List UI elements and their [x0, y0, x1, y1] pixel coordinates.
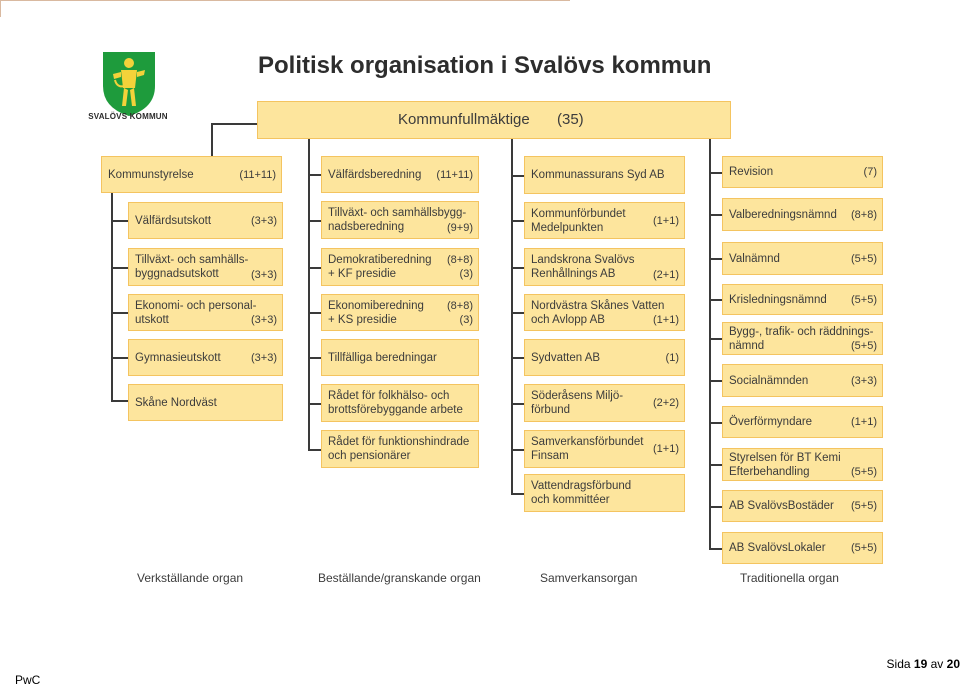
col2-item [321, 430, 479, 468]
connector [709, 464, 722, 466]
col2-item [321, 201, 479, 239]
connector [308, 312, 321, 314]
col2-item-label: Rådet för folkhälso- och brottsförebyggande arbete [328, 390, 463, 416]
coat-of-arms-logo [99, 48, 159, 118]
connector [709, 380, 722, 382]
col3-head [524, 156, 685, 194]
connector [709, 172, 722, 174]
col4-item [722, 448, 883, 481]
col3-item-label: Nordvästra Skånes Vatten och Avlopp AB [531, 299, 665, 326]
col2-head-num: (11+11) [436, 168, 473, 181]
col3-item [524, 339, 685, 376]
col2-item [321, 248, 479, 286]
col4-item-label: Valnämnd [729, 252, 780, 265]
footer-label-col1: Verkställande organ [137, 571, 244, 585]
connector [709, 548, 722, 550]
col1-item [128, 248, 283, 286]
connector [709, 214, 722, 216]
kommunfullmaktige-box [257, 101, 731, 139]
col3-item-num: (2+1) [653, 269, 679, 281]
col3-item-label: Vattendragsförbund och kommittéer [531, 480, 632, 506]
page-av: av [930, 657, 944, 671]
col3-item-num: (2+2) [653, 397, 679, 409]
col4-item-num: (5+5) [851, 340, 877, 352]
page-current: 19 [913, 657, 928, 671]
connector [111, 312, 128, 314]
col2-head-label: Välfärdsberedning [328, 168, 422, 181]
col4-item-num: (8+8) [851, 208, 877, 221]
col2-item-label: Demokratiberedning + KF presidie [328, 254, 432, 280]
connector [511, 312, 524, 314]
col4-item [722, 284, 883, 315]
connector [211, 123, 257, 125]
connector [511, 267, 524, 269]
col1-item [128, 339, 283, 376]
col4-item [722, 490, 883, 522]
col3-item [524, 430, 685, 468]
col3-item [524, 294, 685, 331]
connector [308, 267, 321, 269]
connector [511, 449, 524, 451]
footer-label-col3: Samverkansorgan [540, 571, 638, 585]
connector [308, 449, 321, 451]
connector [308, 174, 321, 176]
col4-item-num: (5+5) [851, 466, 877, 478]
connector [308, 403, 321, 405]
col4-item-label: AB SvalövsLokaler [729, 542, 826, 554]
col4-head-num: (7) [863, 166, 877, 178]
connector [111, 267, 128, 269]
col3-item-num: (1+1) [653, 314, 679, 326]
col2-item-label: Rådet för funktionshindrade och pensionärer [328, 436, 470, 462]
col3-item [524, 474, 685, 512]
col4-item-num: (5+5) [851, 542, 877, 554]
col4-item-label: AB SvalövsBostäder [729, 500, 834, 512]
col3-item-label: Landskrona Svalövs Renhållnings AB [531, 254, 635, 280]
col1-item-num: (3+3) [251, 214, 277, 227]
col4-item [722, 406, 883, 438]
col4-item [722, 322, 883, 355]
col2-item-num: (9+9) [447, 222, 473, 234]
kommunfullmaktige-label: Kommunfullmäktige [398, 111, 530, 128]
col2-item-label: Tillfälliga beredningar [328, 351, 437, 364]
company-footer: PwC [15, 673, 41, 687]
connector [111, 193, 113, 400]
col1-item-num: (3+3) [251, 269, 277, 281]
col4-item [722, 242, 883, 275]
col4-item-num: (5+5) [851, 252, 877, 265]
col2-item-num: (8+8) (3) [447, 254, 473, 280]
connector [511, 220, 524, 222]
col4-item-num: (5+5) [851, 293, 877, 306]
connector [709, 139, 711, 156]
col4-item [722, 364, 883, 397]
connector [511, 357, 524, 359]
logo-caption: SVALÖVS KOMMUN [88, 112, 168, 121]
col3-item-label: Söderåsens Miljö- förbund [531, 390, 624, 416]
col4-item-num: (1+1) [851, 416, 877, 428]
col4-item [722, 198, 883, 231]
col3-item-label: Samverkansförbundet Finsam [531, 436, 644, 462]
connector [511, 156, 513, 493]
connector [709, 422, 722, 424]
connector [111, 357, 128, 359]
col4-item-num: (5+5) [851, 500, 877, 512]
col2-item-label: Ekonomiberedning + KS presidie [328, 299, 424, 326]
col1-item [128, 202, 283, 239]
connector [709, 338, 722, 340]
connector [709, 299, 722, 301]
col3-item-label: Sydvatten AB [531, 351, 601, 364]
col3-item-num: (1+1) [653, 215, 679, 227]
col2-item-label: Tillväxt- och samhällsbygg- nadsberedning [328, 207, 467, 233]
footer-label-col2: Beställande/granskande organ [318, 571, 481, 585]
page-number [887, 657, 960, 671]
col4-head-label: Revision [729, 166, 774, 178]
col1-item-label: Gymnasieutskott [135, 351, 221, 364]
col4-item [722, 532, 883, 564]
connector [709, 258, 722, 260]
page-sida: Sida [886, 657, 911, 671]
col1-item-label: Skåne Nordväst [135, 396, 217, 409]
col3-item [524, 202, 685, 239]
connector [511, 139, 513, 156]
col3-item [524, 248, 685, 286]
col1-item-label: Välfärdsutskott [135, 214, 212, 227]
col4-item-label: Styrelsen för BT Kemi Efterbehandling [729, 451, 841, 478]
top-rule [0, 0, 570, 5]
col3-item-num: (1+1) [653, 443, 679, 455]
col1-head-label: Kommunstyrelse [108, 168, 194, 181]
col3-item-label: Kommunförbundet Medelpunkten [531, 207, 626, 234]
connector [308, 139, 310, 156]
col2-head [321, 156, 479, 193]
col3-item-num: (1) [665, 351, 679, 364]
connector [111, 220, 128, 222]
page-title: Politisk organisation i Svalövs kommun [258, 52, 712, 79]
col1-head-num: (11+11) [239, 168, 276, 181]
col1-item-num: (3+3) [251, 351, 277, 364]
col2-item [321, 294, 479, 331]
connector [511, 403, 524, 405]
connector [111, 400, 128, 402]
col4-item-label: Överförmyndare [729, 416, 813, 428]
kommunfullmaktige-count: (35) [557, 111, 584, 128]
connector [308, 156, 310, 450]
col4-item-label: Valberedningsnämnd [729, 208, 837, 221]
col1-item [128, 294, 283, 331]
connector [308, 220, 321, 222]
col2-item [321, 339, 479, 376]
connector [511, 175, 524, 177]
col4-item-label: Socialnämnden [729, 374, 809, 387]
col4-item-num: (3+3) [851, 374, 877, 387]
col1-item-label: Tillväxt- och samhälls- byggnadsutskott [135, 254, 249, 280]
connector [211, 123, 213, 156]
col3-head-label: Kommunassurans Syd AB [531, 169, 665, 181]
connector [511, 493, 524, 495]
col4-head [722, 156, 883, 188]
col1-item-label: Ekonomi- och personal- utskott [135, 299, 257, 326]
col2-item-num: (8+8) (3) [447, 299, 473, 326]
col2-item [321, 384, 479, 422]
connector [308, 357, 321, 359]
page-total: 20 [946, 657, 960, 671]
footer-label-col4: Traditionella organ [740, 571, 839, 585]
col3-item [524, 384, 685, 422]
col1-head [101, 156, 282, 193]
col4-item-label: Krisledningsnämnd [729, 293, 827, 306]
col4-item-label: Bygg-, trafik- och räddnings- nämnd [729, 325, 874, 352]
col1-item [128, 384, 283, 421]
connector [709, 506, 722, 508]
col1-item-num: (3+3) [251, 314, 277, 326]
